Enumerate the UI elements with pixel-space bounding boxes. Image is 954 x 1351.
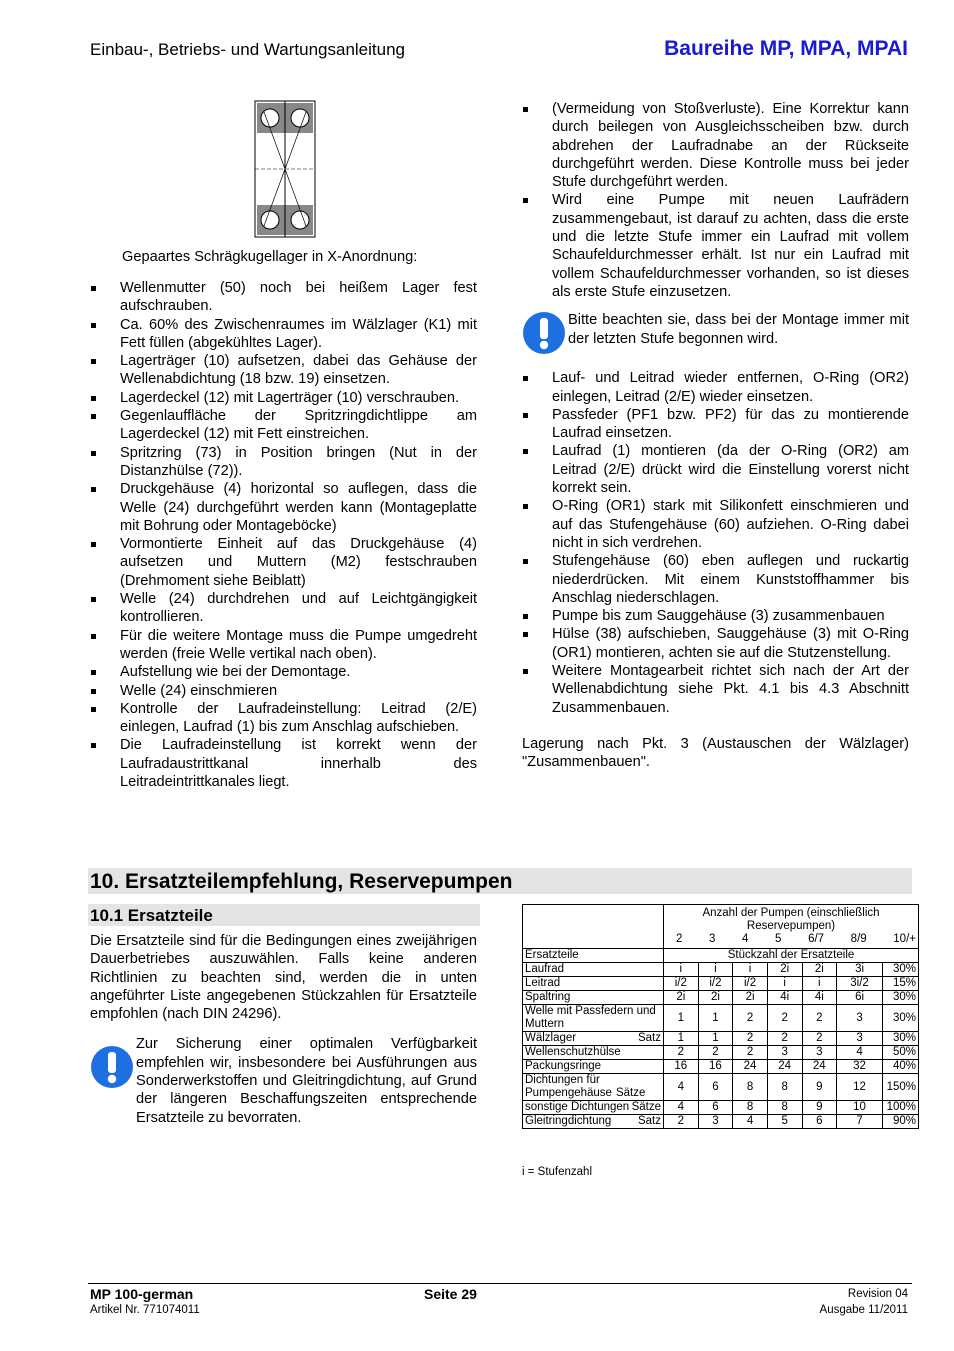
count-label: 6/7 — [808, 933, 825, 945]
part-name-cell: Welle mit Passfedern und Muttern — [523, 1005, 664, 1032]
list-item: Druckgehäuse (4) horizontal so auflegen, dass die Welle (24) durchgeführt werden kann (Montageplatte mit Bohrung oder Montageböcke) — [90, 480, 477, 535]
right-bullet-list-b — [522, 369, 909, 717]
part-name-cell — [523, 1032, 664, 1046]
part-name-cell: Packungsringe — [523, 1060, 664, 1074]
table-cell: i — [664, 963, 699, 977]
table-cell: 3 — [837, 1032, 883, 1046]
list-item: Aufstellung wie bei der Demontage. — [90, 663, 477, 681]
part-name-cell: Wellenschutzhülse — [523, 1046, 664, 1060]
table-cell: 4 — [733, 1115, 768, 1129]
list-item: Laufrad (1) montieren (da der O-Ring (OR2) am Leitrad (2/E) drückt wird die Einstellung vorerst nicht korrekt sein. — [522, 442, 909, 497]
table-cell: 12 — [837, 1074, 883, 1101]
spare-parts-paragraph: Die Ersatzteile sind für die Bedingungen eines zweijährigen Dauerbetriebes auszuwählen. Falls keine anderen Richtlinien zu beachten sind, werden die in unten angeführter Liste angegebenen Stückzahlen für Ersatzteile empfohlen (nach DIN 24296). — [90, 933, 477, 1023]
table-cell: 9 — [802, 1101, 837, 1115]
part-name: sonstige Dichtungen — [525, 1101, 630, 1113]
table-cell: 2 — [733, 1046, 768, 1060]
right-bullet-list-a — [522, 100, 909, 301]
table-cell: i/2 — [698, 977, 733, 991]
table-cell: 2 — [733, 1005, 768, 1032]
list-item: Gegenlauffläche der Spritzringdichtlippe am Lagerdeckel (12) mit Fett einstreichen. — [90, 407, 477, 444]
table-row — [523, 1060, 919, 1074]
right-column — [522, 100, 909, 772]
part-unit: Sätze — [631, 1101, 661, 1113]
table-cell: 2 — [802, 1032, 837, 1046]
list-item: Vormontierte Einheit auf das Druckgehäuse (4) aufsetzen und Muttern (M2) festschrauben (Drehmoment siehe Beiblatt) — [90, 535, 477, 590]
table-cell: 8 — [767, 1074, 802, 1101]
list-item: Pumpe bis zum Sauggehäuse (3) zusammenbauen — [522, 607, 909, 625]
pump-count-title: Anzahl der Pumpen (einschließlich Reservepumpen) — [702, 907, 880, 932]
list-item: (Vermeidung von Stoßverluste). Eine Korrektur kann durch beilegen von Ausgleichsscheiben bzw. durch abdrehen der Laufradnabe an der Rückseite durchgeführt werden. Diese Kontrolle muss bei jeder Stufe durchgeführt werden. — [522, 100, 909, 191]
table-cell: 7 — [837, 1115, 883, 1129]
table-cell: 2 — [802, 1005, 837, 1032]
part-unit: Satz — [637, 1115, 661, 1127]
part-unit: Satz — [637, 1032, 661, 1044]
table-cell: 30% — [883, 991, 919, 1005]
table-row — [523, 1074, 919, 1101]
table-cell: 90% — [883, 1115, 919, 1129]
table-row — [523, 1101, 919, 1115]
table-cell: i — [802, 977, 837, 991]
list-item: Wellenmutter (50) noch bei heißem Lager fest aufschrauben. — [90, 279, 477, 316]
pump-count-header — [664, 905, 919, 949]
part-name-cell — [523, 1115, 664, 1129]
table-row — [523, 991, 919, 1005]
table-cell: 3 — [837, 1005, 883, 1032]
table-cell: 30% — [883, 963, 919, 977]
table-cell: 1 — [698, 1005, 733, 1032]
table-row — [523, 1046, 919, 1060]
table-cell: 1 — [664, 1032, 699, 1046]
table-cell: i — [767, 977, 802, 991]
ersatzteile-header: Ersatzteile — [523, 949, 664, 963]
table-cell: i/2 — [733, 977, 768, 991]
count-label: 3 — [709, 933, 716, 945]
footer-article: Artikel Nr. 771074011 — [90, 1304, 200, 1316]
table-cell: 1 — [698, 1032, 733, 1046]
exclamation-icon — [90, 1045, 134, 1089]
part-name: Gleitringdichtung — [525, 1115, 612, 1127]
table-cell: 16 — [698, 1060, 733, 1074]
table-cell: 16 — [664, 1060, 699, 1074]
table-cell: 5 — [767, 1115, 802, 1129]
list-item: Für die weitere Montage muss die Pumpe umgedreht werden (freie Welle vertikal nach oben). — [90, 627, 477, 664]
table-cell: 3i/2 — [837, 977, 883, 991]
table-cell: 6 — [802, 1115, 837, 1129]
stock-note — [90, 1035, 477, 1126]
left-bullet-list — [90, 279, 477, 791]
table-cell: 24 — [802, 1060, 837, 1074]
table-cell: 40% — [883, 1060, 919, 1074]
table-cell: 2 — [664, 1046, 699, 1060]
list-item: Lagerträger (10) aufsetzen, dabei das Gehäuse der Wellenabdichtung (18 bzw. 19) einsetzen. — [90, 352, 477, 389]
list-item: Die Laufradeinstellung ist korrekt wenn der Laufradaustrittkanal innerhalb des Leitradeintrittkanales liegt. — [90, 736, 477, 791]
table-row — [523, 1005, 919, 1032]
table-cell: 30% — [883, 1032, 919, 1046]
count-label: 10/+ — [893, 933, 916, 945]
table-cell: 8 — [767, 1101, 802, 1115]
table-cell: 6 — [698, 1101, 733, 1115]
pump-count-values — [664, 933, 918, 946]
part-unit: Sätze — [615, 1087, 646, 1099]
footer-edition: Ausgabe 11/2011 — [819, 1304, 908, 1316]
table-cell: 10 — [837, 1101, 883, 1115]
list-item: Welle (24) durchdrehen und auf Leichtgängigkeit kontrollieren. — [90, 590, 477, 627]
part-name-cell — [523, 1074, 664, 1101]
list-item: O-Ring (OR1) stark mit Silikonfett einschmieren und auf das Stufengehäuse (60) aufziehen. O-Ring dabei nicht in sich verdrehen. — [522, 497, 909, 552]
table-cell: 100% — [883, 1101, 919, 1115]
part-name: Dichtungen für Pumpengehäuse — [525, 1074, 612, 1099]
table-body — [523, 963, 919, 1129]
table-cell: 2i — [664, 991, 699, 1005]
table-cell: 2i — [767, 963, 802, 977]
table-cell: 32 — [837, 1060, 883, 1074]
table-subheader-row — [523, 949, 919, 963]
table-cell: i — [733, 963, 768, 977]
left-column — [90, 100, 477, 791]
section-heading: 10. Ersatzteilempfehlung, Reservepumpen — [88, 868, 912, 894]
list-item: Hülse (38) aufschieben, Sauggehäuse (3) mit O-Ring (OR1) montieren, achten sie auf die Stutzenstellung. — [522, 625, 909, 662]
list-item: Passfeder (PF1 bzw. PF2) für das zu montierende Laufrad einsetzen. — [522, 406, 909, 443]
table-cell: 2 — [698, 1046, 733, 1060]
table-row — [523, 1115, 919, 1129]
table-cell: 15% — [883, 977, 919, 991]
list-item: Ca. 60% des Zwischenraumes im Wälzlager (K1) mit Fett füllen (abgekühltes Lager). — [90, 316, 477, 353]
part-name-cell — [523, 1101, 664, 1115]
table-cell: 150% — [883, 1074, 919, 1101]
part-name-cell: Spaltring — [523, 991, 664, 1005]
table-cell: 6i — [837, 991, 883, 1005]
table-cell: 2 — [767, 1032, 802, 1046]
table-cell: i — [698, 963, 733, 977]
table-cell: 1 — [664, 1005, 699, 1032]
header-title: Baureihe MP, MPA, MPAI — [664, 37, 908, 60]
footer-divider — [88, 1283, 912, 1284]
montage-note — [522, 311, 909, 355]
count-label: 8/9 — [850, 933, 867, 945]
note-text: Zur Sicherung einer optimalen Verfügbarkeit empfehlen wir, insbesondere bei Ausführungen aus Sonderwerkstoffen und Gleitringdichtung, auf Grund der längeren Beschaffungszeiten entsprechende Ersatzteile zu bevorraten. — [136, 1036, 477, 1126]
table-row — [523, 1032, 919, 1046]
table-cell: 4 — [837, 1046, 883, 1060]
part-name: Wälzlager — [525, 1032, 577, 1044]
table-cell: 2i — [802, 963, 837, 977]
table-row — [523, 977, 919, 991]
bearing-diagram — [254, 100, 316, 238]
list-item: Lagerdeckel (12) mit Lagerträger (10) verschrauben. — [90, 389, 477, 407]
count-label: 4 — [742, 933, 749, 945]
table-row — [523, 963, 919, 977]
table-cell: 4 — [664, 1101, 699, 1115]
table-cell: 6 — [698, 1074, 733, 1101]
table-cell: 3 — [698, 1115, 733, 1129]
table-cell: 3 — [802, 1046, 837, 1060]
spare-parts-text — [90, 932, 477, 1141]
table-cell: 4 — [664, 1074, 699, 1101]
table-cell: 2i — [698, 991, 733, 1005]
table-cell: 24 — [733, 1060, 768, 1074]
subsection-heading: 10.1 Ersatzteile — [88, 904, 480, 926]
table-corner — [523, 905, 664, 949]
closing-text: Lagerung nach Pkt. 3 (Austauschen der Wälzlager) "Zusammenbauen". — [522, 735, 909, 771]
count-label: 5 — [775, 933, 782, 945]
table-cell: 4i — [802, 991, 837, 1005]
table-cell: 24 — [767, 1060, 802, 1074]
exclamation-icon — [522, 311, 566, 355]
table-cell: i/2 — [664, 977, 699, 991]
note-text: Bitte beachten sie, dass bei der Montage immer mit der letzten Stufe begonnen wird. — [568, 312, 909, 347]
table-footnote: i = Stufenzahl — [522, 1166, 593, 1178]
table-cell: 4i — [767, 991, 802, 1005]
footer-doc: MP 100-german — [90, 1286, 194, 1302]
table-cell: 2 — [664, 1115, 699, 1129]
table-cell: 30% — [883, 1005, 919, 1032]
list-item: Wird eine Pumpe mit neuen Laufrädern zusammengebaut, ist darauf zu achten, dass die erste und die letzte Stufe immer ein Laufrad mit vollem Schaufeldurchmesser erhält. Ist nur ein Laufrad mit vollem Schaufeldurchmesser vorhanden, so ist dieses als erste Stufe einzusetzen. — [522, 191, 909, 301]
list-item: Spritzring (73) in Position bringen (Nut in der Distanzhülse (72)). — [90, 444, 477, 481]
part-name-cell: Laufrad — [523, 963, 664, 977]
table-cell: 8 — [733, 1074, 768, 1101]
list-item: Stufengehäuse (60) eben auflegen und ruckartig niederdrücken. Mit einem Kunststoffhammer bis Anschlag niederschlagen. — [522, 552, 909, 607]
spare-parts-table — [522, 904, 919, 1129]
table-cell: 2 — [733, 1032, 768, 1046]
part-name-cell: Leitrad — [523, 977, 664, 991]
list-item: Weitere Montagearbeit richtet sich nach der Art der Wellenabdichtung siehe Pkt. 4.1 bis 4.3 Abschnitt Zusammenbauen. — [522, 662, 909, 717]
table-header-row — [523, 905, 919, 949]
list-item: Lauf- und Leitrad wieder entfernen, O-Ring (OR2) einlegen, Leitrad (2/E) wieder einsetzen. — [522, 369, 909, 406]
table-cell: 2 — [767, 1005, 802, 1032]
table-cell: 3 — [767, 1046, 802, 1060]
bearing-caption: Gepaartes Schrägkugellager in X-Anordnung: — [122, 249, 418, 265]
table-cell: 8 — [733, 1101, 768, 1115]
table-cell: 50% — [883, 1046, 919, 1060]
footer-revision: Revision 04 — [847, 1288, 908, 1300]
list-item: Kontrolle der Laufradeinstellung: Leitrad (2/E) einlegen, Laufrad (1) bis zum Anschlag aufschieben. — [90, 700, 477, 737]
footer-page: Seite 29 — [424, 1286, 477, 1302]
header-left: Einbau-, Betriebs- und Wartungsanleitung — [90, 40, 405, 59]
stueckzahl-header: Stückzahl der Ersatzteile — [664, 949, 919, 963]
count-label: 2 — [676, 933, 683, 945]
table-cell: 9 — [802, 1074, 837, 1101]
table-cell: 3i — [837, 963, 883, 977]
table-cell: 2i — [733, 991, 768, 1005]
list-item: Welle (24) einschmieren — [90, 682, 477, 700]
